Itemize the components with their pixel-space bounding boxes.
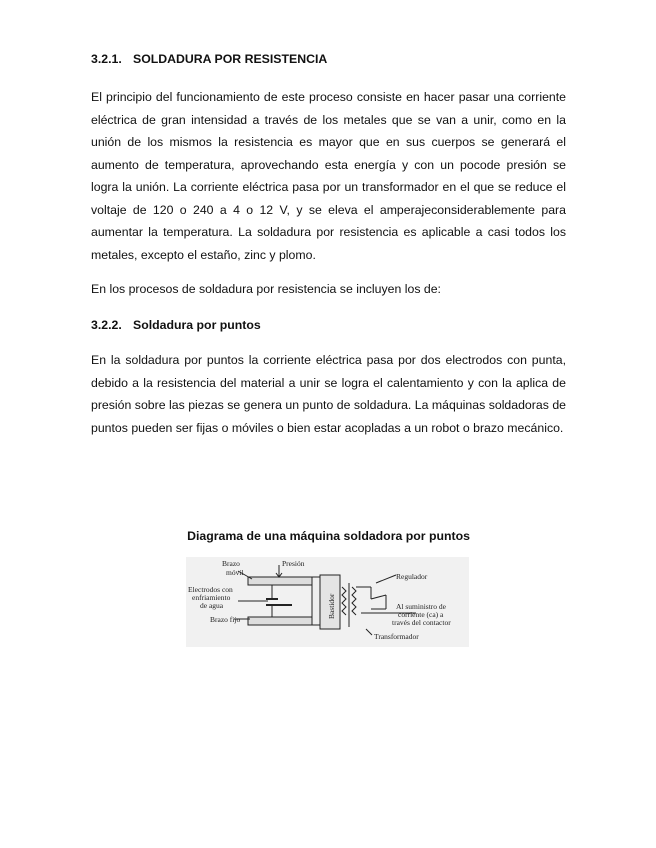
welder-frame-drawing <box>234 565 416 635</box>
label-regulador: Regulador <box>396 572 428 581</box>
label-electrodos-3: de agua <box>200 601 224 610</box>
label-brazo-movil-1: Brazo <box>222 559 240 568</box>
figure-title: Diagrama de una máquina soldadora por puntos <box>187 529 470 543</box>
label-transformador: Transformador <box>374 632 419 641</box>
label-suministro-3: través del contactor <box>392 618 451 627</box>
spot-welder-diagram <box>186 557 469 647</box>
section-322-number: 3.2.2. <box>91 318 122 332</box>
section-321-paragraph: El principio del funcionamiento de este proceso consiste en hacer pasar una corriente eléctrica de gran intensidad a través de los metales que se van a unir, como en la unión de los mismos la resistencia es mayor que en sus cuerpos se generará el aumento de temperatura, aprovechando esta energía y con un pocode presión se logra la unión. La corriente eléctrica pasa por un transformador en el que se reduce el voltaje de 120 o 240 a 4 o 12 V, y se eleva el amperajeconsiderablemente para aumentar la temperatura. La soldadura por resistencia es aplicable a casi todos los metales, excepto el estaño, zinc y plomo. <box>91 90 566 262</box>
section-321-heading <box>91 52 327 66</box>
label-suministro-2: corriente (ca) a <box>398 610 444 619</box>
section-321-intro-line: En los procesos de soldadura por resistencia se incluyen los de: <box>91 282 441 296</box>
section-321-number: 3.2.1. <box>91 52 122 66</box>
section-322-paragraph: En la soldadura por puntos la corriente eléctrica pasa por dos electrodos con punta, debido a la resistencia del material a unir se logra el calentamiento y con la aplica de presión sobre las piezas se genera un punto de soldadura. La máquinas soldadoras de puntos pueden ser fijas o móviles o bien estar acopladas a un robot o brazo mecánico. <box>91 353 566 435</box>
section-321-title: SOLDADURA POR RESISTENCIA <box>133 52 328 66</box>
label-electrodos-1: Electrodos con <box>188 585 233 594</box>
label-electrodos-2: enfriamiento <box>192 593 231 602</box>
label-bastidor: Bastidor <box>327 593 336 619</box>
label-suministro-1: Al suministro de <box>396 602 446 611</box>
label-brazo-fijo: Brazo fijo <box>210 615 241 624</box>
section-322-heading <box>91 318 261 332</box>
label-presion: Presión <box>282 559 305 568</box>
label-brazo-movil-2: móvil <box>226 568 244 577</box>
section-322-title: Soldadura por puntos <box>133 318 261 332</box>
